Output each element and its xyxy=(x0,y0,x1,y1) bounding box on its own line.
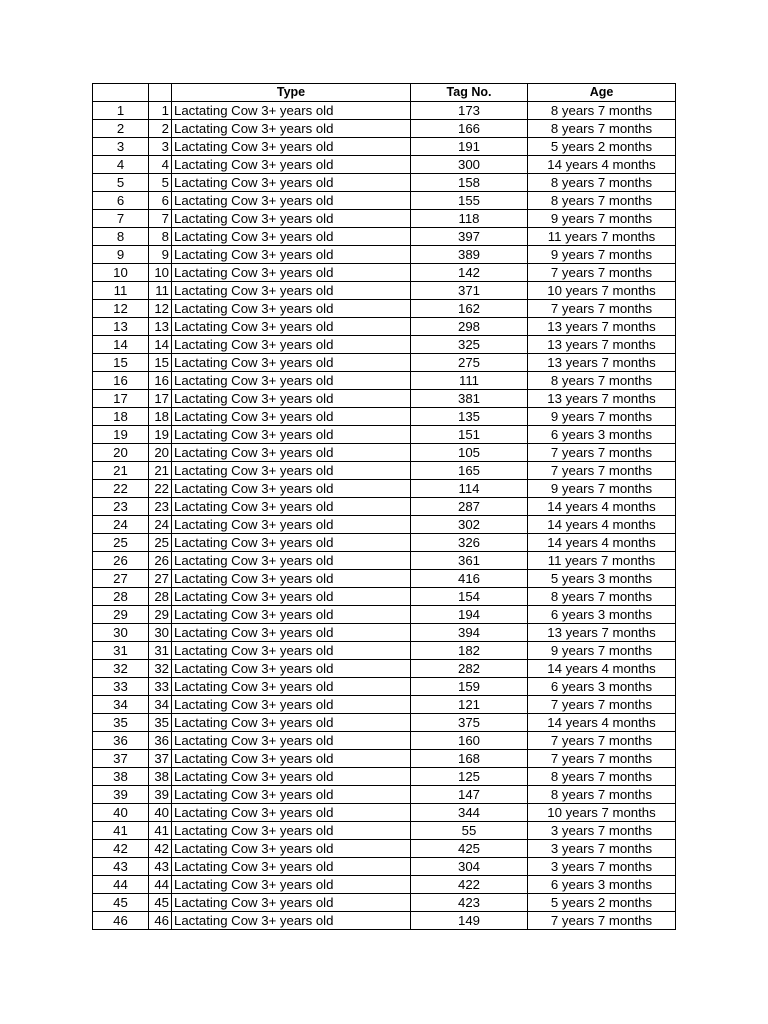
tag-no-cell: 125 xyxy=(411,768,528,786)
table-header-row xyxy=(93,84,676,102)
age-cell: 5 years 2 months xyxy=(528,138,676,156)
item-number-cell: 42 xyxy=(149,840,172,858)
livestock-table xyxy=(92,83,676,930)
age-cell: 14 years 4 months xyxy=(528,660,676,678)
item-number-cell: 17 xyxy=(149,390,172,408)
item-number-cell: 19 xyxy=(149,426,172,444)
tag-no-cell: 425 xyxy=(411,840,528,858)
type-cell: Lactating Cow 3+ years old xyxy=(172,840,411,858)
header-row-number xyxy=(93,84,149,102)
type-cell: Lactating Cow 3+ years old xyxy=(172,642,411,660)
table-row xyxy=(93,516,676,534)
age-cell: 14 years 4 months xyxy=(528,516,676,534)
age-cell: 3 years 7 months xyxy=(528,840,676,858)
table-row xyxy=(93,570,676,588)
item-number-cell: 44 xyxy=(149,876,172,894)
header-type: Type xyxy=(172,84,411,102)
header-tag-no: Tag No. xyxy=(411,84,528,102)
table-row xyxy=(93,300,676,318)
type-cell: Lactating Cow 3+ years old xyxy=(172,570,411,588)
table-row xyxy=(93,768,676,786)
row-number-cell: 40 xyxy=(93,804,149,822)
table-row xyxy=(93,696,676,714)
item-number-cell: 38 xyxy=(149,768,172,786)
age-cell: 14 years 4 months xyxy=(528,534,676,552)
type-cell: Lactating Cow 3+ years old xyxy=(172,624,411,642)
item-number-cell: 43 xyxy=(149,858,172,876)
tag-no-cell: 121 xyxy=(411,696,528,714)
age-cell: 8 years 7 months xyxy=(528,768,676,786)
item-number-cell: 23 xyxy=(149,498,172,516)
tag-no-cell: 114 xyxy=(411,480,528,498)
item-number-cell: 10 xyxy=(149,264,172,282)
type-cell: Lactating Cow 3+ years old xyxy=(172,606,411,624)
age-cell: 8 years 7 months xyxy=(528,192,676,210)
type-cell: Lactating Cow 3+ years old xyxy=(172,876,411,894)
table-row xyxy=(93,876,676,894)
row-number-cell: 23 xyxy=(93,498,149,516)
row-number-cell: 16 xyxy=(93,372,149,390)
row-number-cell: 29 xyxy=(93,606,149,624)
type-cell: Lactating Cow 3+ years old xyxy=(172,498,411,516)
type-cell: Lactating Cow 3+ years old xyxy=(172,102,411,120)
row-number-cell: 31 xyxy=(93,642,149,660)
row-number-cell: 46 xyxy=(93,912,149,930)
item-number-cell: 29 xyxy=(149,606,172,624)
table-row xyxy=(93,840,676,858)
tag-no-cell: 111 xyxy=(411,372,528,390)
age-cell: 9 years 7 months xyxy=(528,408,676,426)
tag-no-cell: 394 xyxy=(411,624,528,642)
item-number-cell: 30 xyxy=(149,624,172,642)
tag-no-cell: 151 xyxy=(411,426,528,444)
row-number-cell: 13 xyxy=(93,318,149,336)
table-row xyxy=(93,318,676,336)
age-cell: 13 years 7 months xyxy=(528,624,676,642)
age-cell: 11 years 7 months xyxy=(528,552,676,570)
table-row xyxy=(93,390,676,408)
item-number-cell: 22 xyxy=(149,480,172,498)
row-number-cell: 25 xyxy=(93,534,149,552)
table-row xyxy=(93,588,676,606)
item-number-cell: 32 xyxy=(149,660,172,678)
age-cell: 6 years 3 months xyxy=(528,678,676,696)
type-cell: Lactating Cow 3+ years old xyxy=(172,282,411,300)
age-cell: 5 years 2 months xyxy=(528,894,676,912)
item-number-cell: 26 xyxy=(149,552,172,570)
type-cell: Lactating Cow 3+ years old xyxy=(172,678,411,696)
row-number-cell: 37 xyxy=(93,750,149,768)
tag-no-cell: 142 xyxy=(411,264,528,282)
table-row xyxy=(93,822,676,840)
item-number-cell: 8 xyxy=(149,228,172,246)
row-number-cell: 7 xyxy=(93,210,149,228)
item-number-cell: 33 xyxy=(149,678,172,696)
row-number-cell: 24 xyxy=(93,516,149,534)
row-number-cell: 14 xyxy=(93,336,149,354)
row-number-cell: 41 xyxy=(93,822,149,840)
row-number-cell: 33 xyxy=(93,678,149,696)
age-cell: 3 years 7 months xyxy=(528,858,676,876)
tag-no-cell: 397 xyxy=(411,228,528,246)
item-number-cell: 46 xyxy=(149,912,172,930)
tag-no-cell: 162 xyxy=(411,300,528,318)
type-cell: Lactating Cow 3+ years old xyxy=(172,390,411,408)
type-cell: Lactating Cow 3+ years old xyxy=(172,336,411,354)
tag-no-cell: 149 xyxy=(411,912,528,930)
type-cell: Lactating Cow 3+ years old xyxy=(172,696,411,714)
age-cell: 8 years 7 months xyxy=(528,588,676,606)
type-cell: Lactating Cow 3+ years old xyxy=(172,156,411,174)
type-cell: Lactating Cow 3+ years old xyxy=(172,768,411,786)
item-number-cell: 21 xyxy=(149,462,172,480)
type-cell: Lactating Cow 3+ years old xyxy=(172,588,411,606)
item-number-cell: 41 xyxy=(149,822,172,840)
type-cell: Lactating Cow 3+ years old xyxy=(172,894,411,912)
item-number-cell: 37 xyxy=(149,750,172,768)
item-number-cell: 5 xyxy=(149,174,172,192)
tag-no-cell: 375 xyxy=(411,714,528,732)
tag-no-cell: 302 xyxy=(411,516,528,534)
row-number-cell: 8 xyxy=(93,228,149,246)
age-cell: 14 years 4 months xyxy=(528,498,676,516)
age-cell: 11 years 7 months xyxy=(528,228,676,246)
table-row xyxy=(93,714,676,732)
table-row xyxy=(93,660,676,678)
row-number-cell: 10 xyxy=(93,264,149,282)
row-number-cell: 38 xyxy=(93,768,149,786)
age-cell: 14 years 4 months xyxy=(528,156,676,174)
row-number-cell: 43 xyxy=(93,858,149,876)
type-cell: Lactating Cow 3+ years old xyxy=(172,354,411,372)
tag-no-cell: 275 xyxy=(411,354,528,372)
tag-no-cell: 159 xyxy=(411,678,528,696)
item-number-cell: 3 xyxy=(149,138,172,156)
row-number-cell: 19 xyxy=(93,426,149,444)
row-number-cell: 34 xyxy=(93,696,149,714)
type-cell: Lactating Cow 3+ years old xyxy=(172,192,411,210)
item-number-cell: 7 xyxy=(149,210,172,228)
tag-no-cell: 160 xyxy=(411,732,528,750)
table-row xyxy=(93,408,676,426)
tag-no-cell: 55 xyxy=(411,822,528,840)
tag-no-cell: 182 xyxy=(411,642,528,660)
row-number-cell: 45 xyxy=(93,894,149,912)
tag-no-cell: 325 xyxy=(411,336,528,354)
row-number-cell: 4 xyxy=(93,156,149,174)
item-number-cell: 14 xyxy=(149,336,172,354)
type-cell: Lactating Cow 3+ years old xyxy=(172,246,411,264)
row-number-cell: 26 xyxy=(93,552,149,570)
age-cell: 13 years 7 months xyxy=(528,336,676,354)
tag-no-cell: 300 xyxy=(411,156,528,174)
type-cell: Lactating Cow 3+ years old xyxy=(172,444,411,462)
type-cell: Lactating Cow 3+ years old xyxy=(172,138,411,156)
tag-no-cell: 381 xyxy=(411,390,528,408)
row-number-cell: 15 xyxy=(93,354,149,372)
tag-no-cell: 416 xyxy=(411,570,528,588)
type-cell: Lactating Cow 3+ years old xyxy=(172,408,411,426)
row-number-cell: 30 xyxy=(93,624,149,642)
age-cell: 13 years 7 months xyxy=(528,390,676,408)
table-row xyxy=(93,804,676,822)
age-cell: 9 years 7 months xyxy=(528,210,676,228)
header-age: Age xyxy=(528,84,676,102)
item-number-cell: 34 xyxy=(149,696,172,714)
tag-no-cell: 287 xyxy=(411,498,528,516)
type-cell: Lactating Cow 3+ years old xyxy=(172,318,411,336)
tag-no-cell: 147 xyxy=(411,786,528,804)
row-number-cell: 42 xyxy=(93,840,149,858)
table-row xyxy=(93,462,676,480)
tag-no-cell: 389 xyxy=(411,246,528,264)
row-number-cell: 39 xyxy=(93,786,149,804)
item-number-cell: 39 xyxy=(149,786,172,804)
type-cell: Lactating Cow 3+ years old xyxy=(172,462,411,480)
tag-no-cell: 166 xyxy=(411,120,528,138)
item-number-cell: 12 xyxy=(149,300,172,318)
table-row xyxy=(93,372,676,390)
item-number-cell: 4 xyxy=(149,156,172,174)
age-cell: 7 years 7 months xyxy=(528,462,676,480)
tag-no-cell: 194 xyxy=(411,606,528,624)
table-row xyxy=(93,732,676,750)
tag-no-cell: 361 xyxy=(411,552,528,570)
type-cell: Lactating Cow 3+ years old xyxy=(172,120,411,138)
table-row xyxy=(93,552,676,570)
type-cell: Lactating Cow 3+ years old xyxy=(172,516,411,534)
table-row xyxy=(93,228,676,246)
table-row xyxy=(93,534,676,552)
type-cell: Lactating Cow 3+ years old xyxy=(172,174,411,192)
row-number-cell: 9 xyxy=(93,246,149,264)
row-number-cell: 36 xyxy=(93,732,149,750)
header-item-number xyxy=(149,84,172,102)
age-cell: 7 years 7 months xyxy=(528,696,676,714)
age-cell: 7 years 7 months xyxy=(528,732,676,750)
table-row xyxy=(93,912,676,930)
type-cell: Lactating Cow 3+ years old xyxy=(172,264,411,282)
age-cell: 8 years 7 months xyxy=(528,786,676,804)
age-cell: 7 years 7 months xyxy=(528,912,676,930)
table-row xyxy=(93,210,676,228)
table-row xyxy=(93,750,676,768)
type-cell: Lactating Cow 3+ years old xyxy=(172,660,411,678)
table-row xyxy=(93,336,676,354)
row-number-cell: 18 xyxy=(93,408,149,426)
table-row xyxy=(93,354,676,372)
item-number-cell: 40 xyxy=(149,804,172,822)
age-cell: 5 years 3 months xyxy=(528,570,676,588)
item-number-cell: 11 xyxy=(149,282,172,300)
item-number-cell: 45 xyxy=(149,894,172,912)
item-number-cell: 27 xyxy=(149,570,172,588)
tag-no-cell: 371 xyxy=(411,282,528,300)
tag-no-cell: 105 xyxy=(411,444,528,462)
item-number-cell: 1 xyxy=(149,102,172,120)
table-row xyxy=(93,678,676,696)
row-number-cell: 44 xyxy=(93,876,149,894)
row-number-cell: 22 xyxy=(93,480,149,498)
tag-no-cell: 173 xyxy=(411,102,528,120)
item-number-cell: 18 xyxy=(149,408,172,426)
table-row xyxy=(93,480,676,498)
type-cell: Lactating Cow 3+ years old xyxy=(172,300,411,318)
table-row xyxy=(93,120,676,138)
tag-no-cell: 118 xyxy=(411,210,528,228)
row-number-cell: 28 xyxy=(93,588,149,606)
age-cell: 10 years 7 months xyxy=(528,804,676,822)
age-cell: 7 years 7 months xyxy=(528,444,676,462)
age-cell: 13 years 7 months xyxy=(528,318,676,336)
table-row xyxy=(93,624,676,642)
type-cell: Lactating Cow 3+ years old xyxy=(172,786,411,804)
tag-no-cell: 298 xyxy=(411,318,528,336)
table-row xyxy=(93,894,676,912)
tag-no-cell: 191 xyxy=(411,138,528,156)
row-number-cell: 2 xyxy=(93,120,149,138)
item-number-cell: 28 xyxy=(149,588,172,606)
row-number-cell: 20 xyxy=(93,444,149,462)
row-number-cell: 6 xyxy=(93,192,149,210)
tag-no-cell: 165 xyxy=(411,462,528,480)
age-cell: 3 years 7 months xyxy=(528,822,676,840)
tag-no-cell: 154 xyxy=(411,588,528,606)
tag-no-cell: 155 xyxy=(411,192,528,210)
age-cell: 14 years 4 months xyxy=(528,714,676,732)
age-cell: 8 years 7 months xyxy=(528,120,676,138)
age-cell: 9 years 7 months xyxy=(528,246,676,264)
table-row xyxy=(93,498,676,516)
table-row xyxy=(93,858,676,876)
item-number-cell: 36 xyxy=(149,732,172,750)
age-cell: 6 years 3 months xyxy=(528,876,676,894)
tag-no-cell: 168 xyxy=(411,750,528,768)
age-cell: 13 years 7 months xyxy=(528,354,676,372)
row-number-cell: 35 xyxy=(93,714,149,732)
type-cell: Lactating Cow 3+ years old xyxy=(172,426,411,444)
table-row xyxy=(93,642,676,660)
item-number-cell: 31 xyxy=(149,642,172,660)
age-cell: 9 years 7 months xyxy=(528,480,676,498)
item-number-cell: 9 xyxy=(149,246,172,264)
type-cell: Lactating Cow 3+ years old xyxy=(172,210,411,228)
item-number-cell: 16 xyxy=(149,372,172,390)
item-number-cell: 2 xyxy=(149,120,172,138)
table-row xyxy=(93,192,676,210)
tag-no-cell: 344 xyxy=(411,804,528,822)
age-cell: 8 years 7 months xyxy=(528,174,676,192)
type-cell: Lactating Cow 3+ years old xyxy=(172,912,411,930)
tag-no-cell: 135 xyxy=(411,408,528,426)
type-cell: Lactating Cow 3+ years old xyxy=(172,804,411,822)
table-row xyxy=(93,444,676,462)
row-number-cell: 12 xyxy=(93,300,149,318)
table-row xyxy=(93,138,676,156)
type-cell: Lactating Cow 3+ years old xyxy=(172,228,411,246)
row-number-cell: 27 xyxy=(93,570,149,588)
table-row xyxy=(93,426,676,444)
table-row xyxy=(93,606,676,624)
age-cell: 6 years 3 months xyxy=(528,606,676,624)
row-number-cell: 11 xyxy=(93,282,149,300)
item-number-cell: 13 xyxy=(149,318,172,336)
table-body xyxy=(93,102,676,930)
type-cell: Lactating Cow 3+ years old xyxy=(172,534,411,552)
item-number-cell: 24 xyxy=(149,516,172,534)
table-row xyxy=(93,174,676,192)
age-cell: 10 years 7 months xyxy=(528,282,676,300)
age-cell: 8 years 7 months xyxy=(528,372,676,390)
row-number-cell: 32 xyxy=(93,660,149,678)
type-cell: Lactating Cow 3+ years old xyxy=(172,822,411,840)
table-row xyxy=(93,156,676,174)
type-cell: Lactating Cow 3+ years old xyxy=(172,750,411,768)
tag-no-cell: 326 xyxy=(411,534,528,552)
row-number-cell: 17 xyxy=(93,390,149,408)
table-row xyxy=(93,102,676,120)
tag-no-cell: 158 xyxy=(411,174,528,192)
type-cell: Lactating Cow 3+ years old xyxy=(172,552,411,570)
type-cell: Lactating Cow 3+ years old xyxy=(172,480,411,498)
type-cell: Lactating Cow 3+ years old xyxy=(172,858,411,876)
tag-no-cell: 422 xyxy=(411,876,528,894)
type-cell: Lactating Cow 3+ years old xyxy=(172,732,411,750)
row-number-cell: 5 xyxy=(93,174,149,192)
row-number-cell: 1 xyxy=(93,102,149,120)
age-cell: 7 years 7 months xyxy=(528,264,676,282)
item-number-cell: 6 xyxy=(149,192,172,210)
item-number-cell: 25 xyxy=(149,534,172,552)
row-number-cell: 3 xyxy=(93,138,149,156)
table-row xyxy=(93,786,676,804)
tag-no-cell: 423 xyxy=(411,894,528,912)
age-cell: 9 years 7 months xyxy=(528,642,676,660)
type-cell: Lactating Cow 3+ years old xyxy=(172,714,411,732)
item-number-cell: 35 xyxy=(149,714,172,732)
tag-no-cell: 282 xyxy=(411,660,528,678)
age-cell: 7 years 7 months xyxy=(528,750,676,768)
tag-no-cell: 304 xyxy=(411,858,528,876)
item-number-cell: 15 xyxy=(149,354,172,372)
item-number-cell: 20 xyxy=(149,444,172,462)
type-cell: Lactating Cow 3+ years old xyxy=(172,372,411,390)
table-row xyxy=(93,264,676,282)
age-cell: 6 years 3 months xyxy=(528,426,676,444)
table-row xyxy=(93,246,676,264)
table-row xyxy=(93,282,676,300)
row-number-cell: 21 xyxy=(93,462,149,480)
age-cell: 8 years 7 months xyxy=(528,102,676,120)
age-cell: 7 years 7 months xyxy=(528,300,676,318)
